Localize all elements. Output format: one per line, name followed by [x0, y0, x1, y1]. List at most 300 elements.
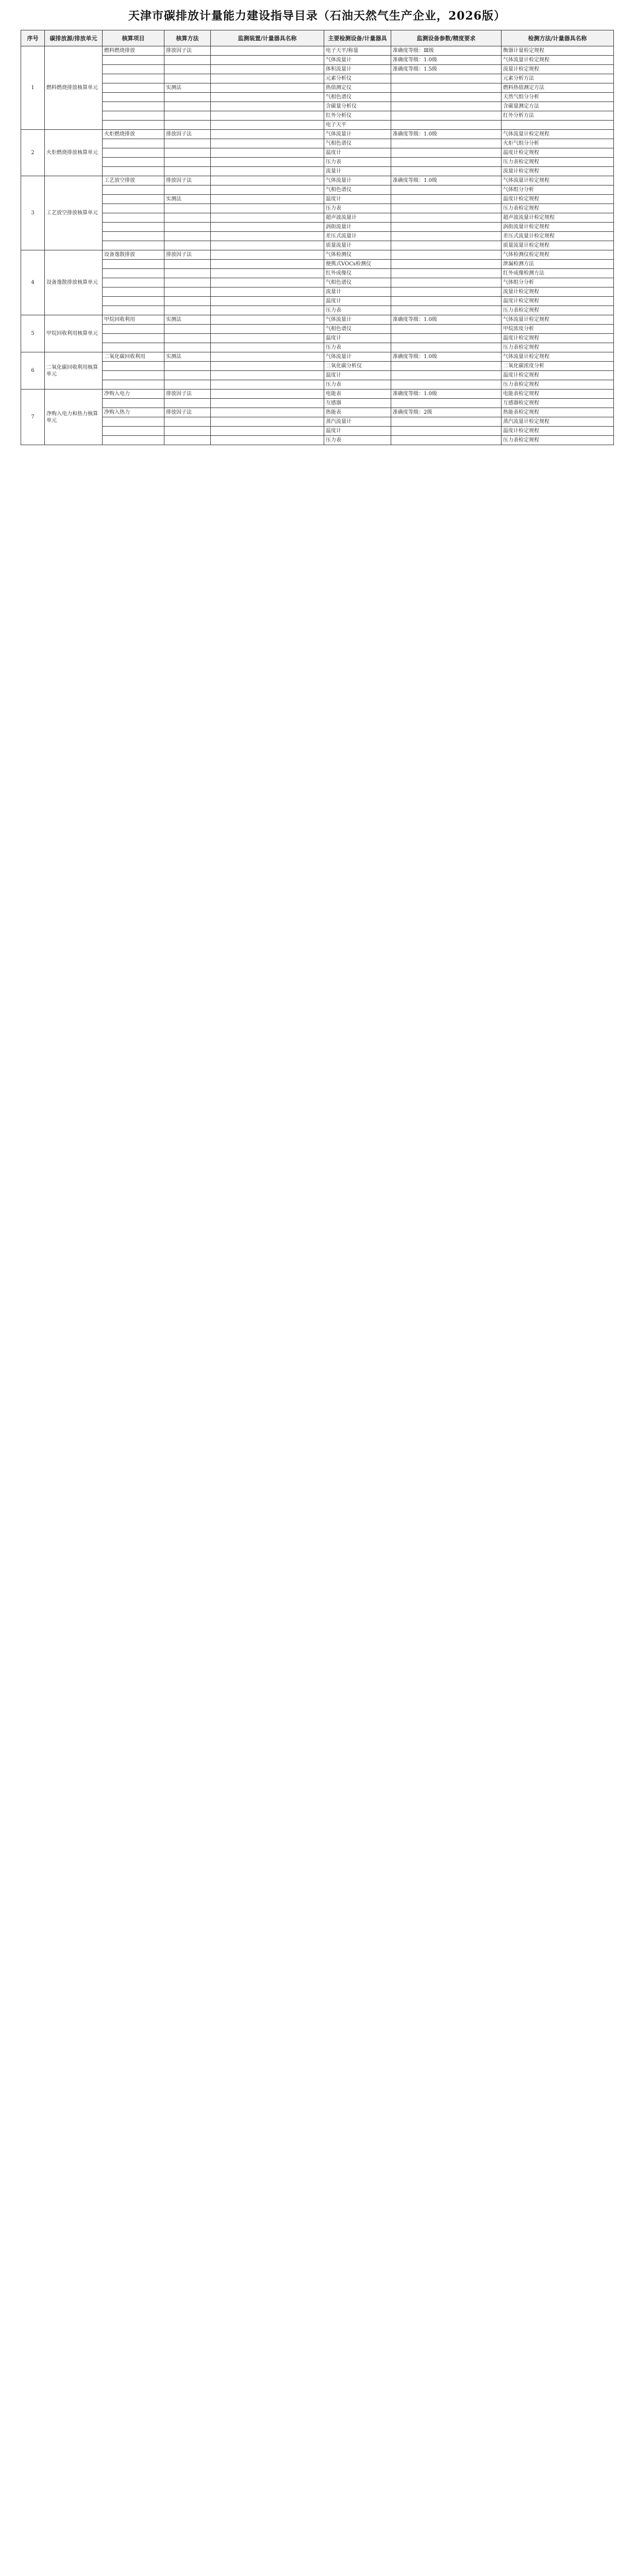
equip-cell: 差压式流量计: [324, 232, 391, 241]
method-cell: [164, 121, 211, 130]
item-cell: [103, 297, 164, 306]
device-cell: [211, 102, 324, 111]
test-cell: 含碳量测定方法: [502, 102, 614, 111]
item-cell: [103, 343, 164, 352]
device-cell: [211, 371, 324, 380]
param-cell: [391, 213, 502, 223]
method-cell: [164, 325, 211, 334]
test-cell: [502, 121, 614, 130]
device-cell: [211, 93, 324, 102]
method-cell: [164, 204, 211, 213]
param-cell: [391, 436, 502, 445]
test-cell: 温度计检定规程: [502, 334, 614, 343]
method-cell: 排放因子法: [164, 408, 211, 417]
equip-cell: 涡街流量计: [324, 223, 391, 232]
table-row: [21, 241, 614, 250]
device-cell: [211, 121, 324, 130]
equip-cell: 压力表: [324, 158, 391, 167]
item-cell: [103, 371, 164, 380]
method-cell: 排放因子法: [164, 389, 211, 399]
equip-cell: 气体流量计: [324, 352, 391, 362]
method-cell: 实测法: [164, 352, 211, 362]
method-cell: [164, 399, 211, 408]
param-cell: [391, 269, 502, 278]
test-cell: 泄漏检测方法: [502, 260, 614, 269]
equip-cell: 压力表: [324, 204, 391, 213]
method-cell: 排放因子法: [164, 46, 211, 56]
device-cell: [211, 223, 324, 232]
device-cell: [211, 56, 324, 65]
device-cell: [211, 139, 324, 148]
param-cell: [391, 111, 502, 121]
equip-cell: 二氧化碳分析仪: [324, 362, 391, 371]
equip-cell: 气体检测仪: [324, 250, 391, 260]
item-cell: [103, 167, 164, 176]
device-cell: [211, 232, 324, 241]
param-cell: [391, 204, 502, 213]
item-cell: [103, 232, 164, 241]
table-row: [21, 334, 614, 343]
equip-cell: 气相色谱仪: [324, 278, 391, 287]
test-cell: 二氧化碳浓度分析: [502, 362, 614, 371]
method-cell: [164, 223, 211, 232]
method-cell: [164, 260, 211, 269]
item-cell: [103, 102, 164, 111]
item-cell: [103, 278, 164, 287]
table-row: [21, 352, 614, 362]
table-wrapper: [21, 30, 613, 445]
test-cell: 气体流量计检定规程: [502, 315, 614, 325]
test-cell: 蒸汽流量计检定规程: [502, 417, 614, 427]
table-row: [21, 185, 614, 195]
test-cell: 电能表检定规程: [502, 389, 614, 399]
method-cell: [164, 371, 211, 380]
equip-cell: 热值测定仪: [324, 83, 391, 93]
param-cell: 准确度等级：1.0级: [391, 130, 502, 139]
table-row: [21, 399, 614, 408]
param-cell: [391, 74, 502, 83]
equip-cell: 电子天平/称量: [324, 46, 391, 56]
header-cell: 监测设备参数/精度要求: [391, 30, 502, 46]
device-cell: [211, 436, 324, 445]
item-cell: [103, 287, 164, 297]
test-cell: 气体流量计检定规程: [502, 176, 614, 185]
device-cell: [211, 195, 324, 204]
method-cell: [164, 148, 211, 158]
item-cell: 净购入热力: [103, 408, 164, 417]
test-cell: 燃料热值测定方法: [502, 83, 614, 93]
test-cell: 温度计检定规程: [502, 371, 614, 380]
item-cell: [103, 93, 164, 102]
item-cell: 甲烷回收利用: [103, 315, 164, 325]
table-row: [21, 427, 614, 436]
device-cell: [211, 260, 324, 269]
method-cell: [164, 102, 211, 111]
table-row: [21, 65, 614, 74]
test-cell: 温度计检定规程: [502, 427, 614, 436]
item-cell: [103, 139, 164, 148]
item-cell: [103, 436, 164, 445]
table-row: [21, 260, 614, 269]
table-row: [21, 408, 614, 417]
method-cell: [164, 158, 211, 167]
table-row: [21, 297, 614, 306]
test-cell: 流量计检定规程: [502, 167, 614, 176]
equip-cell: 气体流量计: [324, 130, 391, 139]
param-cell: 准确度等级：1.0级: [391, 176, 502, 185]
device-cell: [211, 46, 324, 56]
row-number-cell: 1: [21, 46, 45, 130]
method-cell: [164, 167, 211, 176]
row-number-cell: 6: [21, 352, 45, 389]
param-cell: [391, 185, 502, 195]
method-cell: [164, 297, 211, 306]
method-cell: [164, 111, 211, 121]
param-cell: 准确度等级：Ⅲ级: [391, 46, 502, 56]
method-cell: [164, 185, 211, 195]
table-row: [21, 148, 614, 158]
equip-cell: 温度计: [324, 334, 391, 343]
equip-cell: 压力表: [324, 380, 391, 389]
equip-cell: 超声波流量计: [324, 213, 391, 223]
table-row: [21, 102, 614, 111]
equip-cell: 含碳量分析仪: [324, 102, 391, 111]
device-cell: [211, 380, 324, 389]
param-cell: [391, 325, 502, 334]
equip-cell: 气体流量计: [324, 56, 391, 65]
item-cell: [103, 362, 164, 371]
table-row: [21, 121, 614, 130]
test-cell: 衡器计量检定规程: [502, 46, 614, 56]
equip-cell: 气体流量计: [324, 315, 391, 325]
test-cell: 天然气组分分析: [502, 93, 614, 102]
table-row: [21, 74, 614, 83]
param-cell: [391, 139, 502, 148]
device-cell: [211, 204, 324, 213]
test-cell: 压力表检定规程: [502, 158, 614, 167]
test-cell: 压力表检定规程: [502, 436, 614, 445]
param-cell: 准确度等级：1.5级: [391, 65, 502, 74]
equip-cell: 温度计: [324, 148, 391, 158]
device-cell: [211, 408, 324, 417]
test-cell: 气体检测仪检定规程: [502, 250, 614, 260]
item-cell: [103, 334, 164, 343]
method-cell: 排放因子法: [164, 176, 211, 185]
item-cell: [103, 121, 164, 130]
test-cell: 气体组分分析: [502, 185, 614, 195]
table-row: [21, 417, 614, 427]
equip-cell: 电子天平: [324, 121, 391, 130]
item-cell: [103, 195, 164, 204]
table-row: [21, 278, 614, 287]
item-cell: [103, 417, 164, 427]
device-cell: [211, 269, 324, 278]
item-cell: [103, 74, 164, 83]
item-cell: 火炬燃烧排放: [103, 130, 164, 139]
device-cell: [211, 399, 324, 408]
test-cell: 甲烷浓度分析: [502, 325, 614, 334]
source-cell: 工艺放空排放核算单元: [45, 176, 103, 250]
table-body: [21, 46, 614, 445]
item-cell: [103, 260, 164, 269]
method-cell: [164, 74, 211, 83]
source-cell: 甲烷回收利用核算单元: [45, 315, 103, 352]
device-cell: [211, 417, 324, 427]
header-cell: 碳排放源/排放单元: [45, 30, 103, 46]
header-row: [21, 30, 614, 46]
device-cell: [211, 167, 324, 176]
device-cell: [211, 176, 324, 185]
device-cell: [211, 315, 324, 325]
source-cell: 燃料燃烧排放核算单元: [45, 46, 103, 130]
test-cell: 红外分析方法: [502, 111, 614, 121]
method-cell: [164, 343, 211, 352]
method-cell: [164, 241, 211, 250]
device-cell: [211, 65, 324, 74]
item-cell: [103, 213, 164, 223]
item-cell: [103, 185, 164, 195]
table-row: [21, 176, 614, 185]
param-cell: [391, 158, 502, 167]
header-cell: 主要检测设备/计量器具: [324, 30, 391, 46]
table-row: [21, 343, 614, 352]
item-cell: [103, 306, 164, 315]
table-header: [21, 30, 614, 46]
header-cell: 核算项目: [103, 30, 164, 46]
param-cell: [391, 102, 502, 111]
param-cell: [391, 83, 502, 93]
method-cell: [164, 427, 211, 436]
equip-cell: 压力表: [324, 343, 391, 352]
table-row: [21, 362, 614, 371]
method-cell: [164, 93, 211, 102]
document-title: 天津市碳排放计量能力建设指导目录（石油天然气生产企业，2026版）: [128, 9, 506, 23]
param-cell: [391, 278, 502, 287]
item-cell: [103, 204, 164, 213]
equip-cell: 体积流量计: [324, 65, 391, 74]
equip-cell: 红外成像仪: [324, 269, 391, 278]
test-cell: 气体流量计检定规程: [502, 352, 614, 362]
test-cell: 互感器检定规程: [502, 399, 614, 408]
header-cell: 序号: [21, 30, 45, 46]
equip-cell: 温度计: [324, 371, 391, 380]
source-cell: 净购入电力和热力核算单元: [45, 389, 103, 445]
method-cell: 实测法: [164, 315, 211, 325]
table-row: [21, 389, 614, 399]
method-cell: [164, 232, 211, 241]
table-row: [21, 380, 614, 389]
test-cell: 气体流量计检定规程: [502, 130, 614, 139]
test-cell: 压力表检定规程: [502, 306, 614, 315]
param-cell: [391, 334, 502, 343]
item-cell: [103, 399, 164, 408]
param-cell: [391, 380, 502, 389]
test-cell: 温度计检定规程: [502, 195, 614, 204]
param-cell: [391, 232, 502, 241]
param-cell: [391, 121, 502, 130]
device-cell: [211, 389, 324, 399]
row-number-cell: 7: [21, 389, 45, 445]
equip-cell: 质量流量计: [324, 241, 391, 250]
param-cell: [391, 417, 502, 427]
equip-cell: 气相色谱仪: [324, 139, 391, 148]
item-cell: [103, 325, 164, 334]
equip-cell: 气相色谱仪: [324, 93, 391, 102]
equip-cell: 温度计: [324, 195, 391, 204]
device-cell: [211, 213, 324, 223]
equip-cell: 温度计: [324, 297, 391, 306]
equip-cell: 蒸汽流量计: [324, 417, 391, 427]
item-cell: [103, 427, 164, 436]
device-cell: [211, 362, 324, 371]
item-cell: [103, 83, 164, 93]
param-cell: 准确度等级：1.0级: [391, 56, 502, 65]
param-cell: [391, 195, 502, 204]
table-row: [21, 325, 614, 334]
device-cell: [211, 343, 324, 352]
device-cell: [211, 241, 324, 250]
table-row: [21, 306, 614, 315]
method-cell: 实测法: [164, 83, 211, 93]
table-row: [21, 93, 614, 102]
row-number-cell: 4: [21, 250, 45, 315]
param-cell: [391, 297, 502, 306]
param-cell: [391, 343, 502, 352]
method-cell: [164, 213, 211, 223]
source-cell: 二氧化碳回收利用核算单元: [45, 352, 103, 389]
table-row: [21, 130, 614, 139]
item-cell: 净购入电力: [103, 389, 164, 399]
test-cell: 气体流量计检定规程: [502, 56, 614, 65]
test-cell: 压力表检定规程: [502, 343, 614, 352]
device-cell: [211, 148, 324, 158]
table-row: [21, 250, 614, 260]
table-row: [21, 287, 614, 297]
param-cell: [391, 362, 502, 371]
row-number-cell: 2: [21, 130, 45, 176]
table-row: [21, 269, 614, 278]
device-cell: [211, 111, 324, 121]
method-cell: [164, 306, 211, 315]
device-cell: [211, 278, 324, 287]
device-cell: [211, 130, 324, 139]
table-row: [21, 195, 614, 204]
test-cell: 压力表检定规程: [502, 204, 614, 213]
device-cell: [211, 250, 324, 260]
table-row: [21, 111, 614, 121]
test-cell: 流量计检定规程: [502, 65, 614, 74]
device-cell: [211, 297, 324, 306]
method-cell: [164, 65, 211, 74]
table-row: [21, 315, 614, 325]
param-cell: [391, 371, 502, 380]
param-cell: 准确度等级：1.0级: [391, 352, 502, 362]
test-cell: 差压式流量计检定规程: [502, 232, 614, 241]
table-row: [21, 223, 614, 232]
device-cell: [211, 334, 324, 343]
table-row: [21, 46, 614, 56]
item-cell: [103, 65, 164, 74]
test-cell: 元素分析方法: [502, 74, 614, 83]
method-cell: 实测法: [164, 195, 211, 204]
header-cell: 核算方法: [164, 30, 211, 46]
equip-cell: 气相色谱仪: [324, 185, 391, 195]
table-row: [21, 158, 614, 167]
method-cell: [164, 436, 211, 445]
param-cell: [391, 93, 502, 102]
table-row: [21, 371, 614, 380]
device-cell: [211, 306, 324, 315]
method-cell: [164, 417, 211, 427]
param-cell: [391, 427, 502, 436]
method-cell: [164, 287, 211, 297]
header-cell: 检测方法/计量器具名称: [502, 30, 614, 46]
equip-cell: 温度计: [324, 427, 391, 436]
item-cell: [103, 269, 164, 278]
item-cell: 燃料燃烧排放: [103, 46, 164, 56]
method-cell: 排放因子法: [164, 130, 211, 139]
param-cell: [391, 260, 502, 269]
test-cell: 火炬气组分分析: [502, 139, 614, 148]
equip-cell: 气相色谱仪: [324, 325, 391, 334]
table-row: [21, 56, 614, 65]
method-cell: [164, 139, 211, 148]
table-row: [21, 167, 614, 176]
test-cell: 温度计检定规程: [502, 297, 614, 306]
param-cell: [391, 250, 502, 260]
param-cell: [391, 148, 502, 158]
method-cell: [164, 380, 211, 389]
table-row: [21, 204, 614, 213]
param-cell: [391, 306, 502, 315]
test-cell: 压力表检定规程: [502, 380, 614, 389]
source-cell: 火炬燃烧排放核算单元: [45, 130, 103, 176]
device-cell: [211, 352, 324, 362]
test-cell: 流量计检定规程: [502, 287, 614, 297]
equip-cell: 流量计: [324, 167, 391, 176]
table-row: [21, 83, 614, 93]
device-cell: [211, 74, 324, 83]
equip-cell: 便携式VOCs检测仪: [324, 260, 391, 269]
device-cell: [211, 427, 324, 436]
param-cell: [391, 399, 502, 408]
device-cell: [211, 158, 324, 167]
param-cell: 准确度等级：1.0级: [391, 389, 502, 399]
table-row: [21, 232, 614, 241]
item-cell: [103, 223, 164, 232]
device-cell: [211, 83, 324, 93]
equip-cell: 互感器: [324, 399, 391, 408]
header-cell: 监测装置/计量器具名称: [211, 30, 324, 46]
param-cell: [391, 241, 502, 250]
source-cell: 设备逸散排放核算单元: [45, 250, 103, 315]
row-number-cell: 5: [21, 315, 45, 352]
test-cell: 质量流量计检定规程: [502, 241, 614, 250]
equip-cell: 压力表: [324, 436, 391, 445]
method-cell: 排放因子法: [164, 250, 211, 260]
test-cell: 温度计检定规程: [502, 148, 614, 158]
table-row: [21, 436, 614, 445]
item-cell: [103, 56, 164, 65]
equip-cell: 流量计: [324, 287, 391, 297]
item-cell: [103, 380, 164, 389]
equip-cell: 压力表: [324, 306, 391, 315]
test-cell: 气体组分分析: [502, 278, 614, 287]
row-number-cell: 3: [21, 176, 45, 250]
device-cell: [211, 287, 324, 297]
method-cell: [164, 278, 211, 287]
param-cell: [391, 287, 502, 297]
